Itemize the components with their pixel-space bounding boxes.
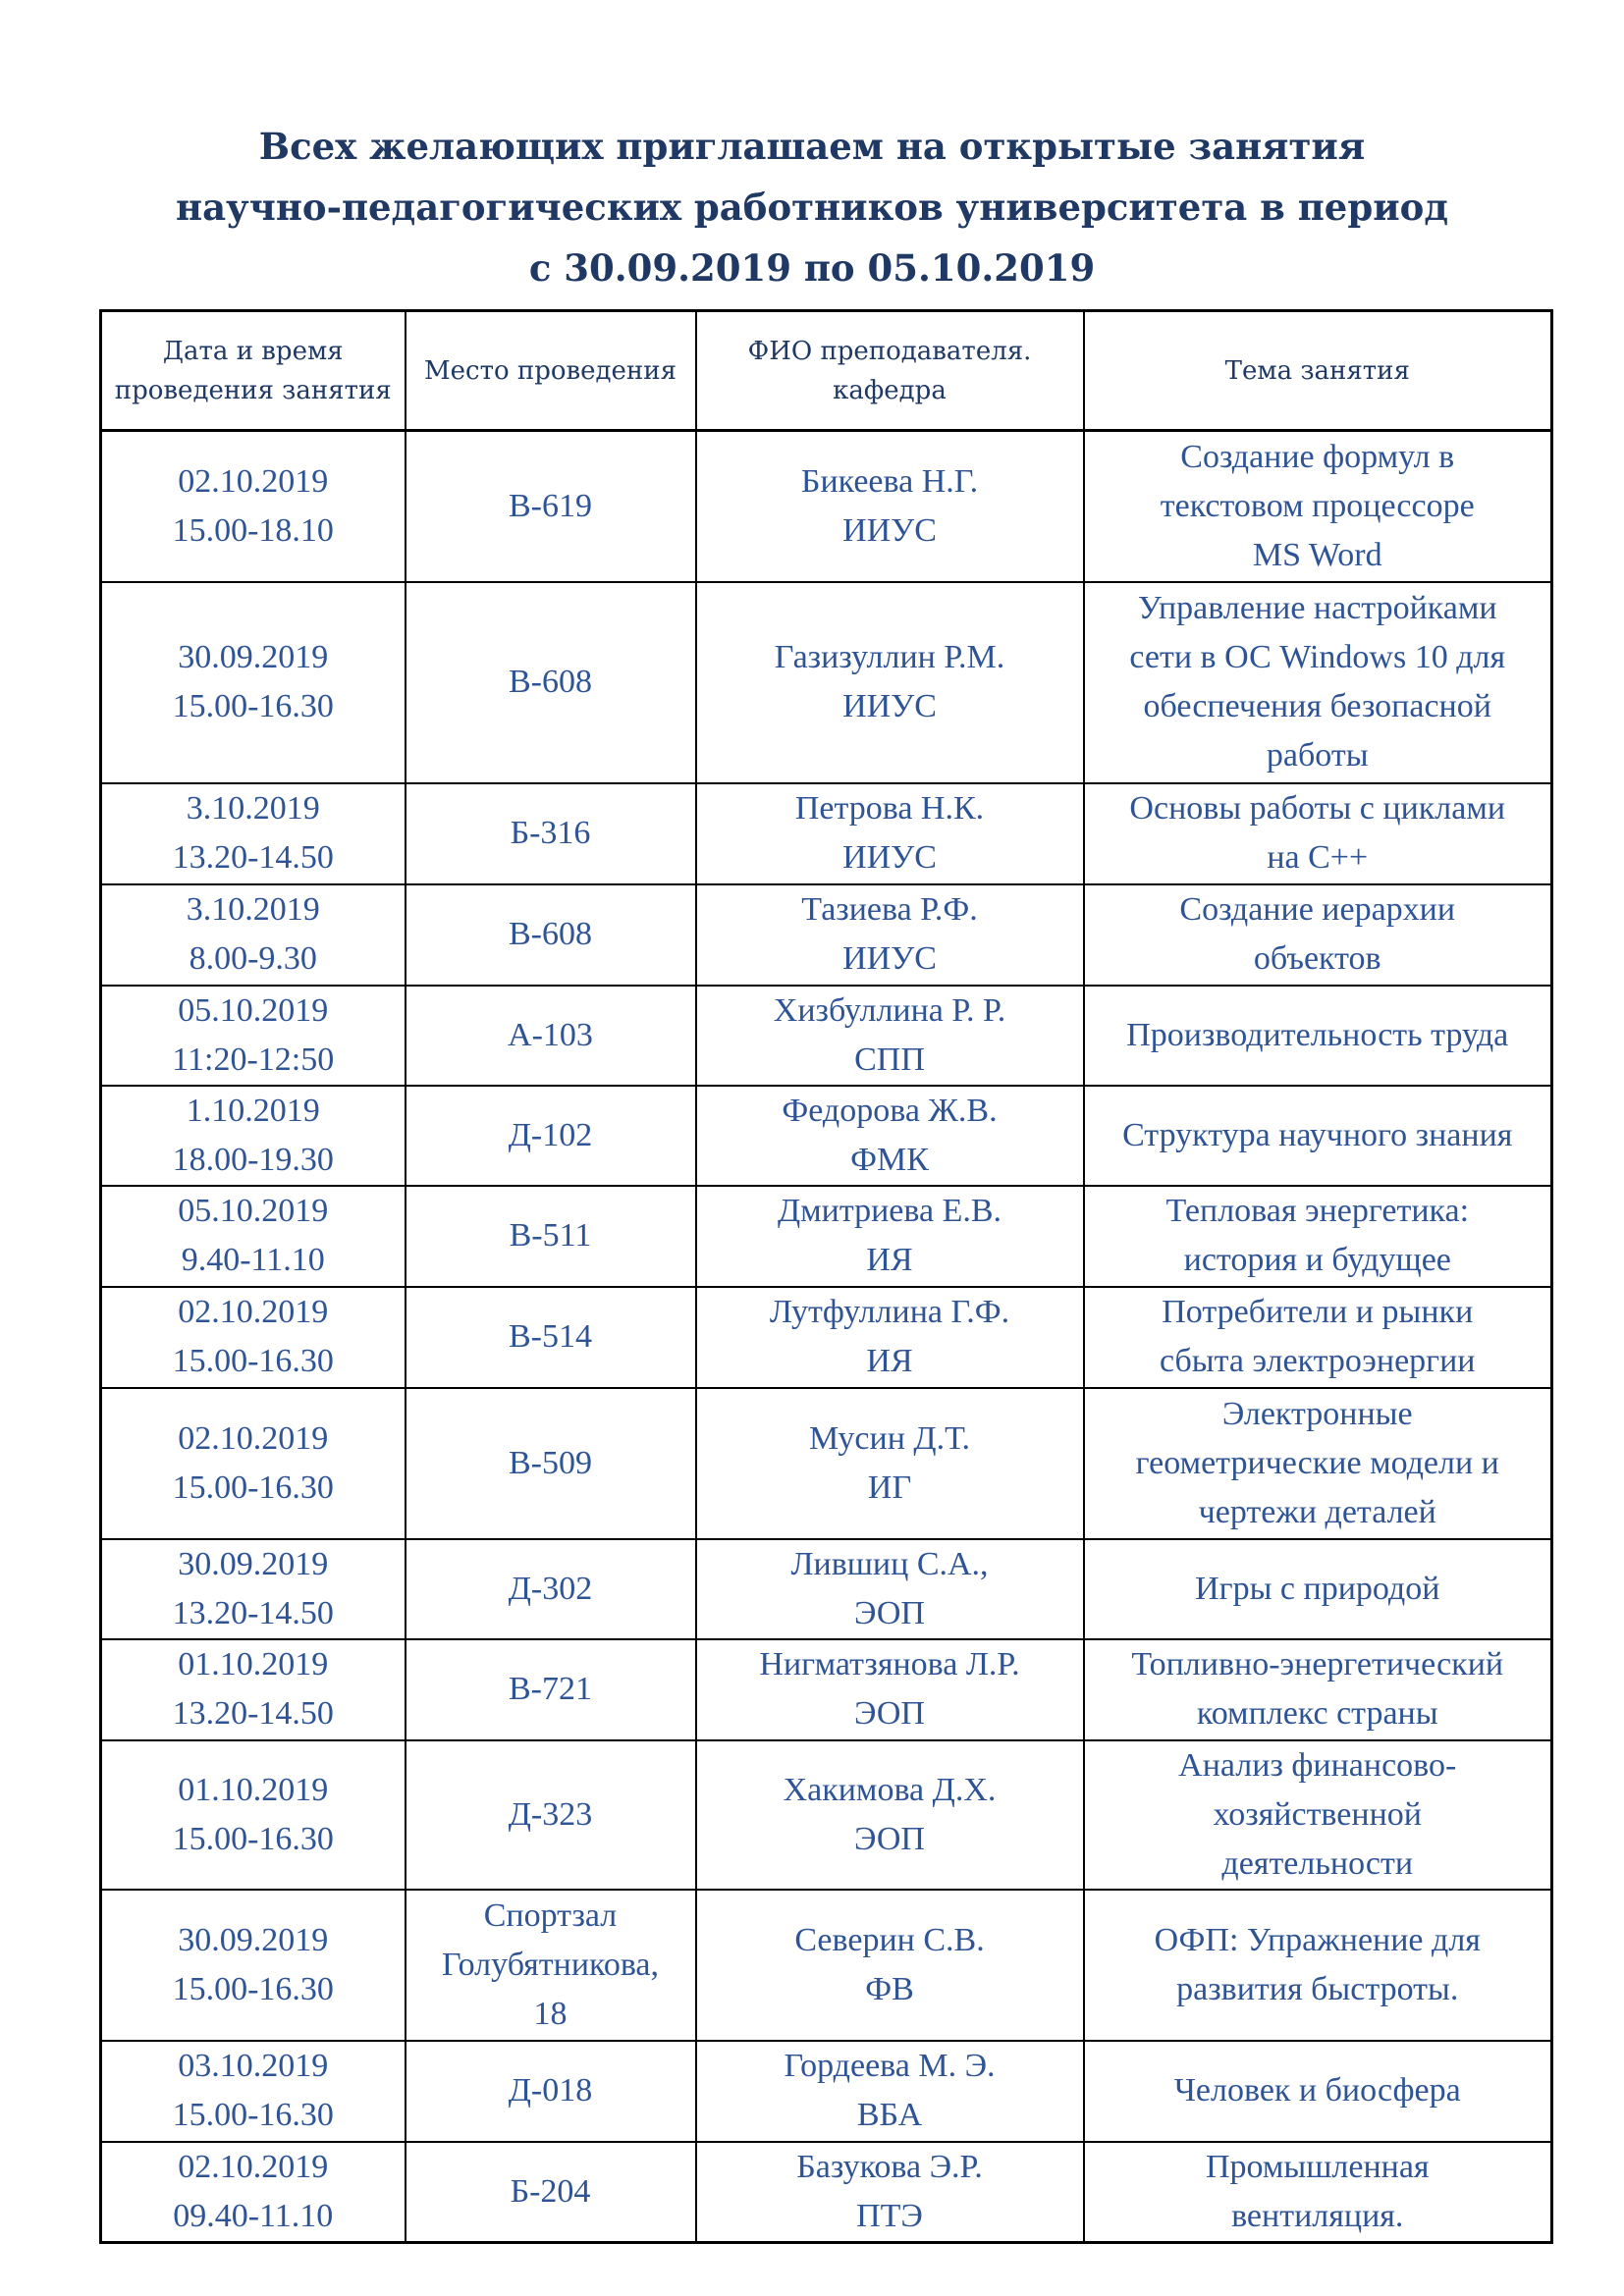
- topic-cell: [1084, 1186, 1552, 1287]
- place-line: Голубятникова,: [441, 1946, 660, 1983]
- topic-line: Анализ финансово-: [1178, 1746, 1457, 1784]
- topic-line: сети в ОС Windows 10 для: [1129, 639, 1506, 675]
- date-time-cell: [101, 1890, 406, 2041]
- department: ИИУС: [842, 940, 937, 977]
- topic-cell: [1084, 884, 1552, 986]
- lesson-date: 02.10.2019: [178, 2148, 329, 2185]
- place-line: Д-302: [508, 1570, 593, 1607]
- department: ВБА: [856, 2097, 923, 2133]
- teacher-cell: [696, 2041, 1084, 2142]
- place-cell: [406, 2041, 696, 2142]
- teacher-name: Северин С.В.: [794, 1921, 985, 1958]
- teacher-name: Гордеева М. Э.: [784, 2048, 996, 2084]
- place-line: Б-316: [510, 815, 591, 851]
- teacher-cell: [696, 783, 1084, 884]
- topic-cell: [1084, 1086, 1552, 1186]
- department: ИИУС: [842, 688, 937, 724]
- header-place: [406, 311, 696, 431]
- table-row: [101, 986, 1552, 1086]
- header-text: проведения: [516, 355, 677, 386]
- topic-line: текстовом процессоре: [1160, 487, 1475, 524]
- lesson-date: 05.10.2019: [178, 991, 329, 1029]
- lesson-date: 05.10.2019: [178, 1193, 329, 1229]
- department: ИЯ: [866, 1343, 913, 1379]
- table-row: [101, 1539, 1552, 1639]
- place-cell: [406, 1287, 696, 1388]
- table-row: [101, 582, 1552, 783]
- topic-cell: [1084, 582, 1552, 783]
- topic-cell: [1084, 1639, 1552, 1740]
- teacher-cell: [696, 582, 1084, 783]
- table-row: [101, 1639, 1552, 1740]
- lesson-date: 01.10.2019: [178, 1771, 329, 1808]
- lesson-date: 1.10.2019: [186, 1092, 320, 1129]
- table-row: [101, 2041, 1552, 2142]
- table-row: [101, 884, 1552, 986]
- place-cell: [406, 986, 696, 1086]
- place-line: А-103: [508, 1016, 593, 1053]
- topic-line: MS Word: [1252, 536, 1382, 573]
- date-time-cell: [101, 1287, 406, 1388]
- topic-line: Человек и биосфера: [1173, 2072, 1461, 2109]
- teacher-name: Газизуллин Р.М.: [774, 639, 1005, 675]
- department: ИГ: [867, 1468, 912, 1506]
- date-time-cell: [101, 1388, 406, 1539]
- teacher-name: Хизбуллина Р. Р.: [773, 991, 1006, 1029]
- topic-line: Электронные: [1221, 1395, 1413, 1432]
- topic-line: развития быстроты.: [1176, 1970, 1459, 2007]
- topic-line: Тепловая энергетика:: [1165, 1193, 1470, 1229]
- table-row: [101, 1086, 1552, 1186]
- topic-cell: [1084, 986, 1552, 1086]
- table-header-row: [101, 311, 1552, 431]
- header-text: ФИО преподавателя.: [747, 336, 1032, 366]
- teacher-name: Тазиева Р.Ф.: [801, 891, 978, 928]
- topic-line: сбыта электроэнергии: [1159, 1343, 1476, 1379]
- header-text: Место: [424, 355, 510, 386]
- teacher-cell: [696, 986, 1084, 1086]
- place-line: Б-204: [510, 2172, 591, 2210]
- header-text: Тема занятия: [1224, 355, 1410, 386]
- place-cell: [406, 783, 696, 884]
- department: СПП: [854, 1041, 925, 1078]
- teacher-name: Лутфуллина Г.Ф.: [769, 1294, 1010, 1330]
- lesson-time: 15.00-18.10: [172, 511, 334, 549]
- topic-line: ОФП: Упражнение для: [1154, 1921, 1481, 1958]
- topic-line: хозяйственной: [1213, 1795, 1422, 1833]
- lesson-time: 09.40-11.10: [173, 2197, 334, 2234]
- header-text: проведения: [114, 375, 274, 405]
- lesson-time: 15.00-16.30: [172, 1970, 334, 2007]
- date-time-cell: [101, 582, 406, 783]
- lesson-time: 18.00-19.30: [172, 1141, 334, 1178]
- lesson-date: 30.09.2019: [178, 639, 329, 675]
- place-line: Д-018: [508, 2072, 593, 2109]
- topic-line: Создание формул в: [1180, 438, 1455, 475]
- schedule-table: [99, 309, 1553, 2244]
- topic-cell: [1084, 1287, 1552, 1388]
- place-line: В-721: [509, 1671, 592, 1707]
- title-line-3: с 30.09.2019 по 05.10.2019: [528, 246, 1096, 290]
- date-time-cell: [101, 1086, 406, 1186]
- topic-line: Потребители и рынки: [1162, 1294, 1474, 1330]
- topic-line: Структура научного знания: [1122, 1116, 1513, 1153]
- lesson-date: 30.09.2019: [178, 1921, 329, 1958]
- lesson-date: 30.09.2019: [178, 1545, 329, 1582]
- date-time-cell: [101, 431, 406, 582]
- department: ЭОП: [854, 1695, 925, 1732]
- topic-line: геометрические модели и: [1135, 1444, 1499, 1481]
- table-body: [101, 431, 1552, 2243]
- teacher-cell: [696, 1740, 1084, 1890]
- topic-cell: [1084, 1890, 1552, 2041]
- table-row: [101, 1890, 1552, 2041]
- topic-line: вентиляция.: [1231, 2197, 1404, 2234]
- department: ИИУС: [842, 839, 937, 876]
- teacher-name: Нигматзянова Л.Р.: [759, 1646, 1020, 1682]
- teacher-name: Бикеева Н.Г.: [800, 462, 979, 500]
- lesson-date: 3.10.2019: [186, 790, 320, 827]
- topic-cell: [1084, 1388, 1552, 1539]
- lesson-time: 11:20-12:50: [172, 1041, 335, 1078]
- header-text: кафедра: [833, 375, 947, 405]
- page-title: [0, 116, 1624, 298]
- teacher-cell: [696, 1287, 1084, 1388]
- title-line-1: Всех желающих приглашаем на открытые занятия: [258, 125, 1366, 168]
- header-text: Дата и время: [162, 336, 344, 366]
- topic-line: обеспечения безопасной: [1143, 688, 1491, 724]
- place-cell: [406, 1639, 696, 1740]
- header-teacher: [696, 311, 1084, 431]
- teacher-cell: [696, 1639, 1084, 1740]
- teacher-cell: [696, 431, 1084, 582]
- date-time-cell: [101, 2142, 406, 2243]
- place-line: В-619: [509, 487, 592, 524]
- teacher-cell: [696, 1186, 1084, 1287]
- topic-cell: [1084, 783, 1552, 884]
- lesson-date: 02.10.2019: [178, 1294, 329, 1330]
- teacher-cell: [696, 884, 1084, 986]
- topic-cell: [1084, 1539, 1552, 1639]
- department: ИЯ: [866, 1242, 913, 1278]
- teacher-name: Федорова Ж.В.: [782, 1092, 998, 1129]
- lesson-time: 15.00-16.30: [172, 2097, 334, 2133]
- lesson-time: 15.00-16.30: [172, 1820, 334, 1857]
- topic-line: работы: [1266, 737, 1369, 774]
- topic-line: Производительность труда: [1126, 1016, 1509, 1053]
- topic-line: деятельности: [1221, 1844, 1414, 1882]
- place-line: Д-323: [508, 1795, 593, 1833]
- teacher-name: Мусин Д.Т.: [809, 1419, 970, 1457]
- place-line: В-608: [509, 916, 592, 952]
- topic-line: Игры с природой: [1195, 1570, 1440, 1607]
- table-row: [101, 783, 1552, 884]
- title-line-2: научно-педагогических работников университета в период: [176, 186, 1448, 229]
- table-row: [101, 1388, 1552, 1539]
- teacher-name: Петрова Н.К.: [794, 790, 985, 827]
- topic-line: Создание иерархии: [1179, 891, 1456, 928]
- topic-line: на С++: [1267, 839, 1369, 876]
- place-cell: [406, 884, 696, 986]
- lesson-date: 01.10.2019: [178, 1646, 329, 1682]
- table-row: [101, 1186, 1552, 1287]
- date-time-cell: [101, 1740, 406, 1890]
- teacher-cell: [696, 1890, 1084, 2041]
- header-text: занятия: [282, 375, 392, 405]
- topic-line: Управление настройками: [1137, 590, 1497, 626]
- place-cell: [406, 1890, 696, 2041]
- topic-cell: [1084, 2041, 1552, 2142]
- teacher-name: Дмитриева Е.В.: [777, 1193, 1002, 1229]
- place-line: В-608: [509, 664, 592, 700]
- teacher-cell: [696, 2142, 1084, 2243]
- place-cell: [406, 1186, 696, 1287]
- lesson-date: 3.10.2019: [186, 891, 320, 928]
- table-row: [101, 1740, 1552, 1890]
- topic-cell: [1084, 431, 1552, 582]
- teacher-name: Базукова Э.Р.: [796, 2148, 983, 2185]
- lesson-time: 13.20-14.50: [172, 839, 334, 876]
- department: ЭОП: [854, 1594, 925, 1631]
- topic-cell: [1084, 1740, 1552, 1890]
- header-topic: [1084, 311, 1552, 431]
- date-time-cell: [101, 986, 406, 1086]
- date-time-cell: [101, 2041, 406, 2142]
- lesson-time: 15.00-16.30: [172, 1468, 334, 1506]
- department: ЭОП: [854, 1820, 925, 1857]
- teacher-cell: [696, 1388, 1084, 1539]
- place-line: 18: [533, 1995, 568, 2032]
- lesson-time: 15.00-16.30: [172, 1343, 334, 1379]
- lesson-time: 13.20-14.50: [172, 1695, 334, 1732]
- place-cell: [406, 1388, 696, 1539]
- date-time-cell: [101, 1539, 406, 1639]
- lesson-date: 02.10.2019: [178, 1419, 329, 1457]
- topic-line: чертежи деталей: [1198, 1493, 1436, 1530]
- teacher-cell: [696, 1539, 1084, 1639]
- place-cell: [406, 431, 696, 582]
- lesson-time: 15.00-16.30: [172, 688, 334, 724]
- topic-line: история и будущее: [1183, 1242, 1451, 1278]
- topic-line: Промышленная: [1205, 2148, 1430, 2185]
- place-line: В-514: [509, 1318, 592, 1355]
- table-row: [101, 1287, 1552, 1388]
- place-cell: [406, 582, 696, 783]
- teacher-cell: [696, 1086, 1084, 1186]
- date-time-cell: [101, 884, 406, 986]
- teacher-name: Лившиц С.А.,: [790, 1545, 989, 1582]
- place-line: Д-102: [508, 1116, 593, 1153]
- topic-line: Топливно-энергетический: [1131, 1646, 1504, 1682]
- table-row: [101, 2142, 1552, 2243]
- header-date-time: [101, 311, 406, 431]
- lesson-time: 8.00-9.30: [189, 940, 317, 977]
- place-line: Спортзал: [483, 1896, 618, 1934]
- place-cell: [406, 1086, 696, 1186]
- place-cell: [406, 1539, 696, 1639]
- place-cell: [406, 2142, 696, 2243]
- lesson-time: 9.40-11.10: [181, 1242, 325, 1278]
- department: ИИУС: [842, 511, 937, 549]
- topic-line: комплекс страны: [1196, 1695, 1438, 1732]
- topic-line: объектов: [1253, 940, 1381, 977]
- department: ФМК: [850, 1141, 929, 1178]
- place-cell: [406, 1740, 696, 1890]
- teacher-name: Хакимова Д.Х.: [783, 1771, 997, 1808]
- topic-line: Основы работы с циклами: [1129, 790, 1506, 827]
- date-time-cell: [101, 1186, 406, 1287]
- lesson-date: 02.10.2019: [178, 462, 329, 500]
- date-time-cell: [101, 783, 406, 884]
- table-row: [101, 431, 1552, 582]
- lesson-date: 03.10.2019: [178, 2048, 329, 2084]
- place-line: В-509: [509, 1444, 592, 1481]
- place-line: В-511: [509, 1217, 592, 1254]
- department: ПТЭ: [856, 2197, 923, 2234]
- topic-cell: [1084, 2142, 1552, 2243]
- date-time-cell: [101, 1639, 406, 1740]
- department: ФВ: [865, 1970, 914, 2007]
- lesson-time: 13.20-14.50: [172, 1594, 334, 1631]
